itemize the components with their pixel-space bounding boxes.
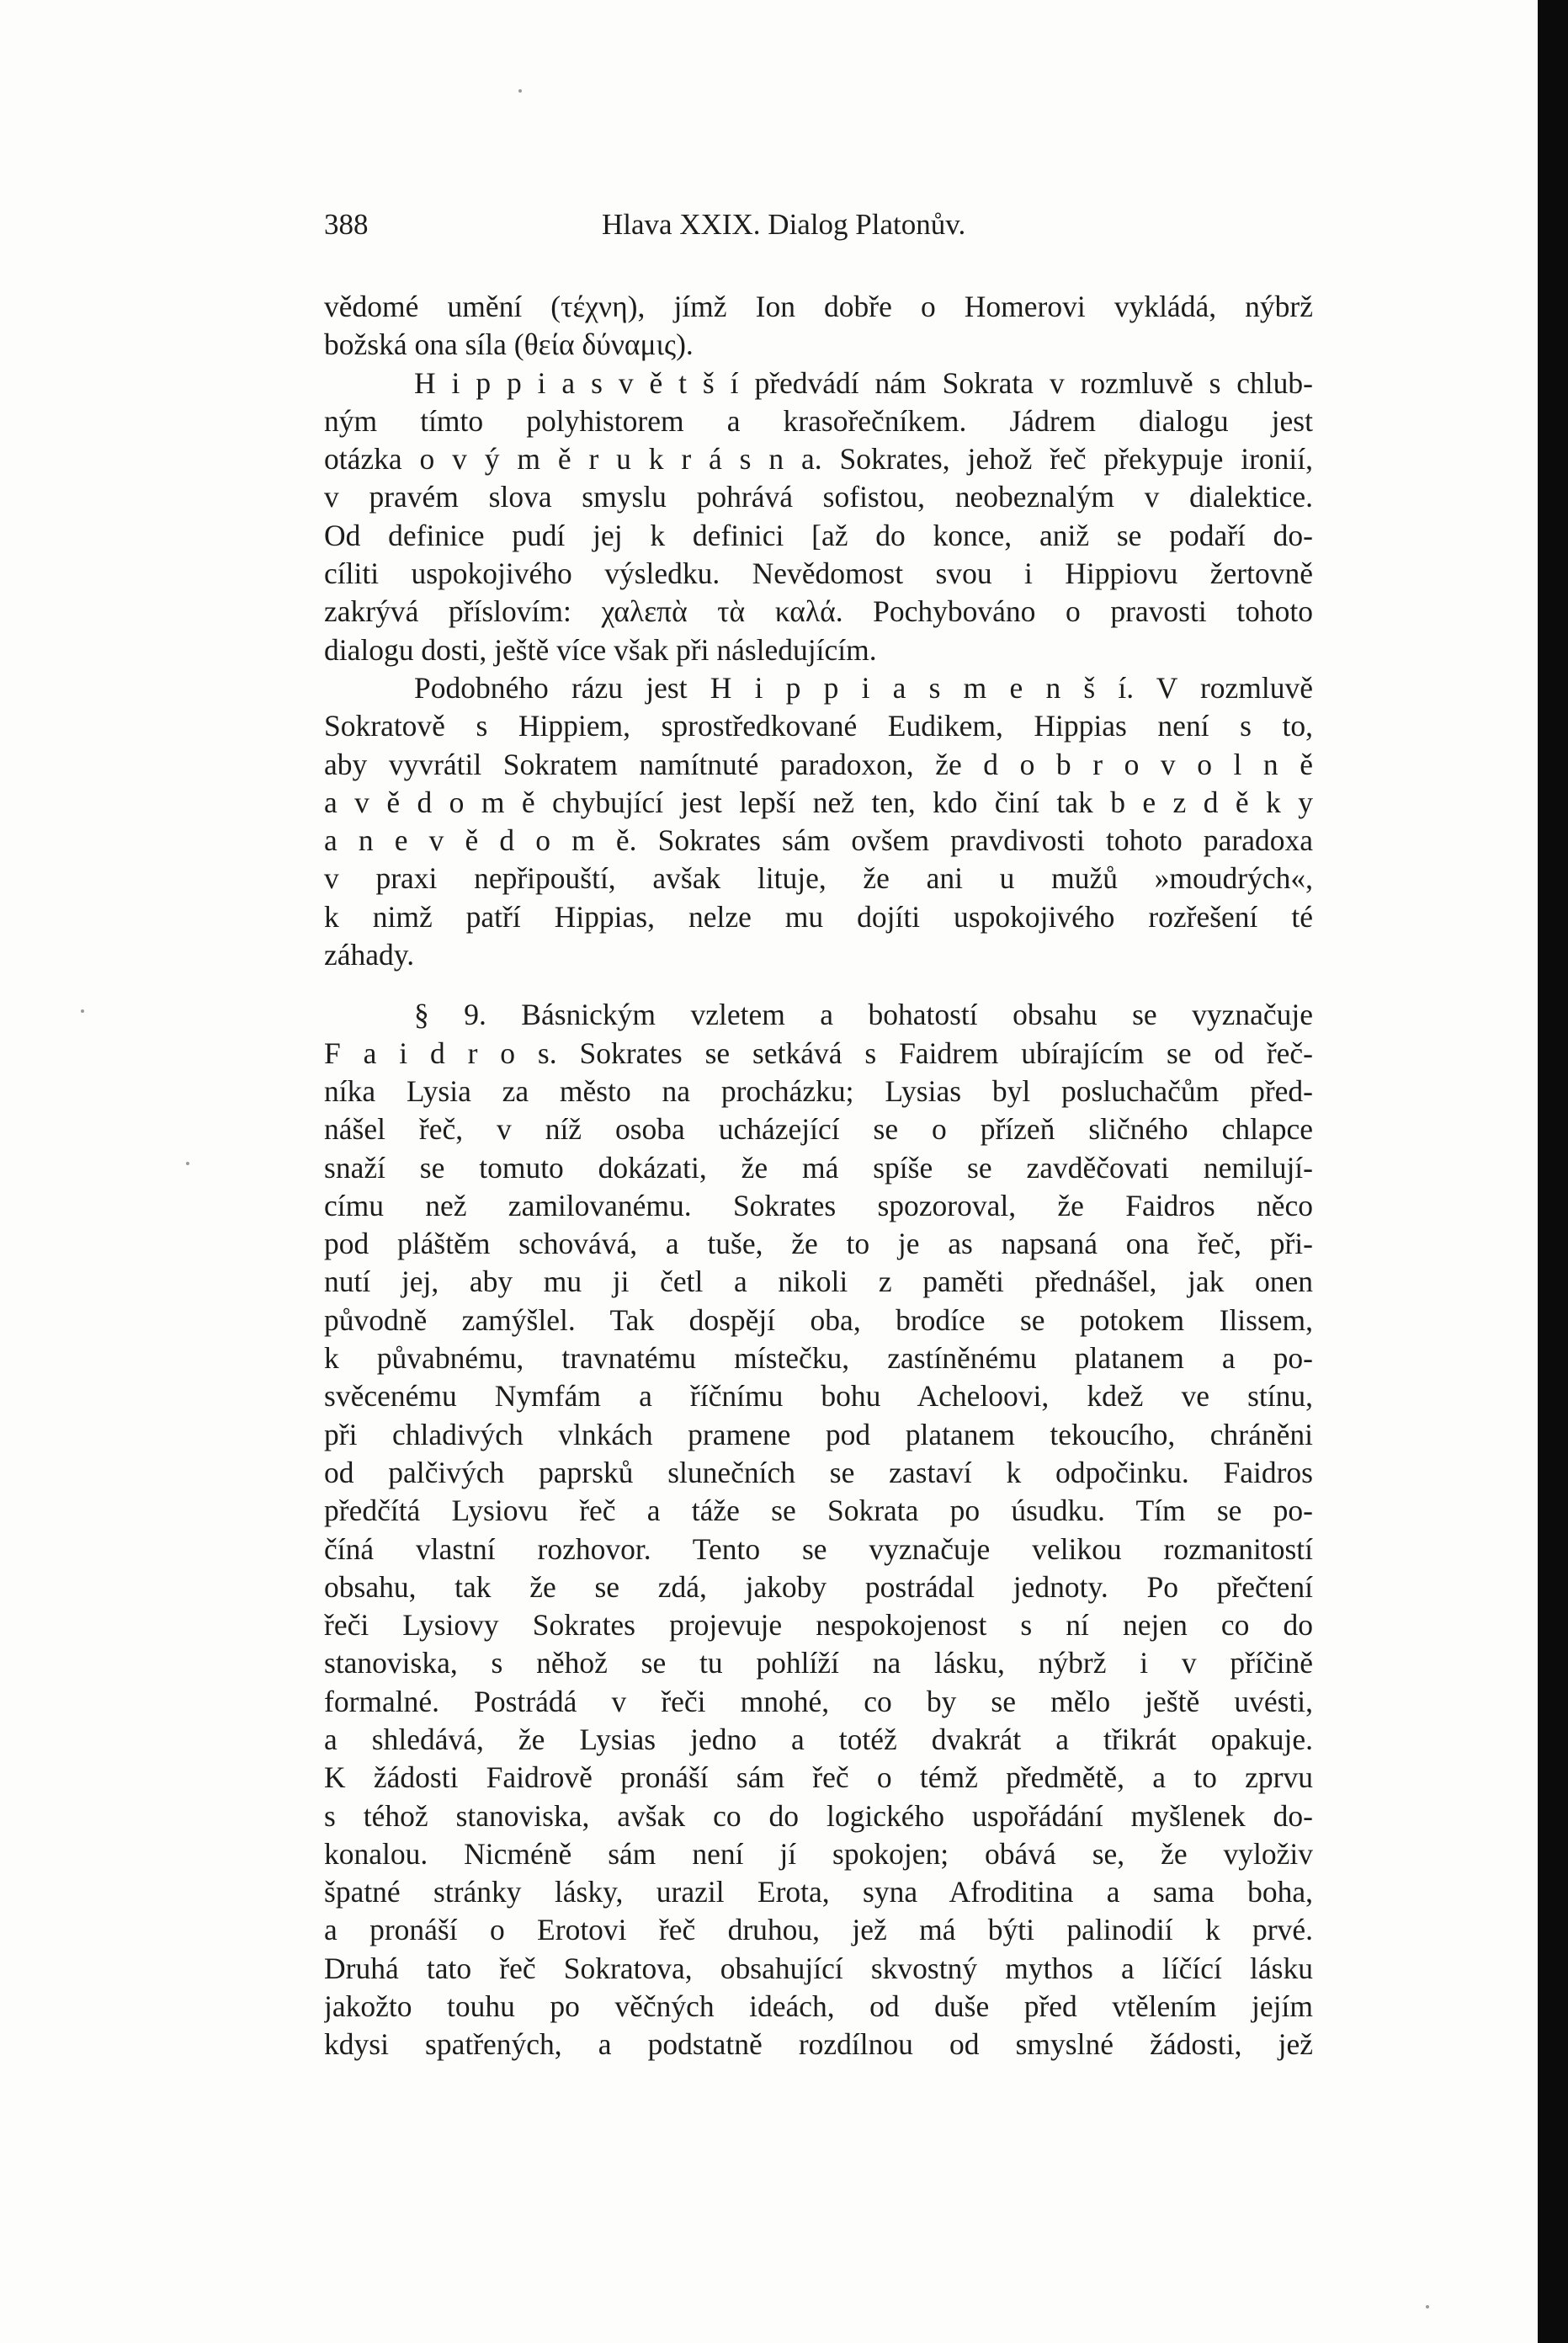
text-line: od palčivých paprsků slunečních se zastaví k odpočinku. Faidros <box>324 1455 1313 1489</box>
text-line: jakožto touhu po věčných ideách, od duše před vtělením jejím <box>324 1989 1313 2024</box>
text-line: aby vyvrátil Sokratem namítnuté paradoxon, že d o b r o v o l n ě <box>324 747 1313 781</box>
text-line: řeči Lysiovy Sokrates projevuje nespokojenost s ní nejen co do <box>324 1608 1313 1643</box>
text-line: číná vlastní rozhovor. Tento se vyznačuje velikou rozmanitostí <box>324 1531 1313 1566</box>
text-line: záhady. <box>324 938 415 972</box>
text-line: při chladivých vlnkách pramene pod platanem tekoucího, chráněni <box>324 1417 1313 1451</box>
text-line: v pravém slova smyslu pohrává sofistou, neobeznalým v dialektice. <box>324 480 1313 514</box>
text-line: k nimž patří Hippias, nelze mu dojíti uspokojivého rozřešení té <box>324 899 1313 934</box>
text-line: címu než zamilovanému. Sokrates spozoroval, že Faidros něco <box>324 1188 1313 1222</box>
page-number: 388 <box>324 208 369 241</box>
running-title: Hlava XXIX. Dialog Platonův. <box>602 208 966 241</box>
text-line: Sokratově s Hippiem, sprostředkované Eudikem, Hippias není s to, <box>324 709 1313 743</box>
text-line: níka Lysia za město na procházku; Lysias byl posluchačům před- <box>324 1073 1313 1108</box>
text-line: K žádosti Faidrově pronáší sám řeč o témž předmětě, a to zprvu <box>324 1760 1313 1795</box>
text-line: stanoviska, s něhož se tu pohlíží na lásku, nýbrž i v příčině <box>324 1646 1313 1680</box>
text-line: konalou. Nicméně sám není jí spokojen; obává se, že vyloživ <box>324 1836 1313 1871</box>
text-line: původně zamýšlel. Tak dospějí oba, brodíce se potokem Ilissem, <box>324 1302 1313 1337</box>
scan-speck <box>518 89 522 93</box>
text-line: Od definice pudí jej k definici [až do konce, aniž se podaří do- <box>324 518 1313 552</box>
text-line: nášel řeč, v níž osoba ucházející se o přízeň sličného chlapce <box>324 1112 1313 1147</box>
text-line: H i p p i a s v ě t š í předvádí nám Sokrata v rozmluvě s chlub- <box>414 365 1313 400</box>
text-line: zakrývá příslovím: χαλεπὰ τὰ καλά. Pochybováno o pravosti tohoto <box>324 594 1313 629</box>
text-line: předčítá Lysiovu řeč a táže se Sokrata po úsudku. Tím se po- <box>324 1494 1313 1528</box>
text-line: F a i d r o s. Sokrates se setkává s Faidrem ubírajícím se od řeč- <box>324 1036 1313 1070</box>
scan-speck <box>1426 2305 1429 2308</box>
text-line: a shledává, že Lysias jedno a totéž dvakrát a třikrát opakuje. <box>324 1722 1313 1756</box>
text-line: ným tímto polyhistorem a krasořečníkem. Jádrem dialogu jest <box>324 403 1313 438</box>
body-text <box>324 288 1313 2064</box>
text-line: s téhož stanoviska, avšak co do logického uspořádání myšlenek do- <box>324 1798 1313 1833</box>
text-line: špatné stránky lásky, urazil Erota, syna Afroditina a sama boha, <box>324 1875 1313 1909</box>
text-line: svěcenému Nymfám a říčnímu bohu Acheloovi, kdež ve stínu, <box>324 1379 1313 1414</box>
text-line: obsahu, tak že se zdá, jakoby postrádal jednoty. Po přečtení <box>324 1569 1313 1604</box>
text-line: a pronáší o Erotovi řeč druhou, jež má býti palinodií k prvé. <box>324 1913 1313 1947</box>
page-header <box>324 204 1313 246</box>
text-line: nutí jej, aby mu ji četl a nikoli z paměti přednášel, jak onen <box>324 1265 1313 1299</box>
text-line: formalné. Postrádá v řeči mnohé, co by se mělo ještě uvésti, <box>324 1684 1313 1718</box>
text-line: pod pláštěm schovává, a tuše, že to je as napsaná ona řeč, při- <box>324 1227 1313 1261</box>
text-line: snaží se tomuto dokázati, že má spíše se zavděčovati nemilují- <box>324 1150 1313 1185</box>
text-line: vědomé umění (τέχνη), jímž Ion dobře o Homerovi vykládá, nýbrž <box>324 290 1313 323</box>
text-line: božská ona síla (θεία δύναμις). <box>324 327 694 362</box>
text-line: k půvabnému, travnatému místečku, zastíněnému platanem a po- <box>324 1341 1313 1376</box>
text-line: a n e v ě d o m ě. Sokrates sám ovšem pravdivosti tohoto paradoxa <box>324 823 1313 858</box>
text-line: kdysi spatřených, a podstatně rozdílnou od smyslné žádosti, jež <box>324 2027 1313 2062</box>
text-line: § 9. Básnickým vzletem a bohatostí obsahu se vyznačuje <box>414 998 1313 1032</box>
scan-border <box>1538 0 1568 2343</box>
text-line: Podobného rázu jest H i p p i a s m e n š í. V rozmluvě <box>414 670 1313 705</box>
scan-speck <box>81 1009 84 1013</box>
scan-speck <box>186 1162 189 1165</box>
text-line: a v ě d o m ě chybující jest lepší než ten, kdo činí tak b e z d ě k y <box>324 785 1313 819</box>
text-line: cíliti uspokojivého výsledku. Nevědomost svou i Hippiovu žertovně <box>324 556 1313 591</box>
text-line: v praxi nepřipouští, avšak lituje, že ani u mužů »moudrých«, <box>324 861 1313 896</box>
paragraph-gap <box>324 974 1313 996</box>
text-line: dialogu dosti, ještě více však při následujícím. <box>324 632 877 667</box>
text-line: otázka o v ý m ě r u k r á s n a. Sokrates, jehož řeč překypuje ironií, <box>324 442 1313 477</box>
text-line: Druhá tato řeč Sokratova, obsahující skvostný mythos a líčící lásku <box>324 1951 1313 1985</box>
